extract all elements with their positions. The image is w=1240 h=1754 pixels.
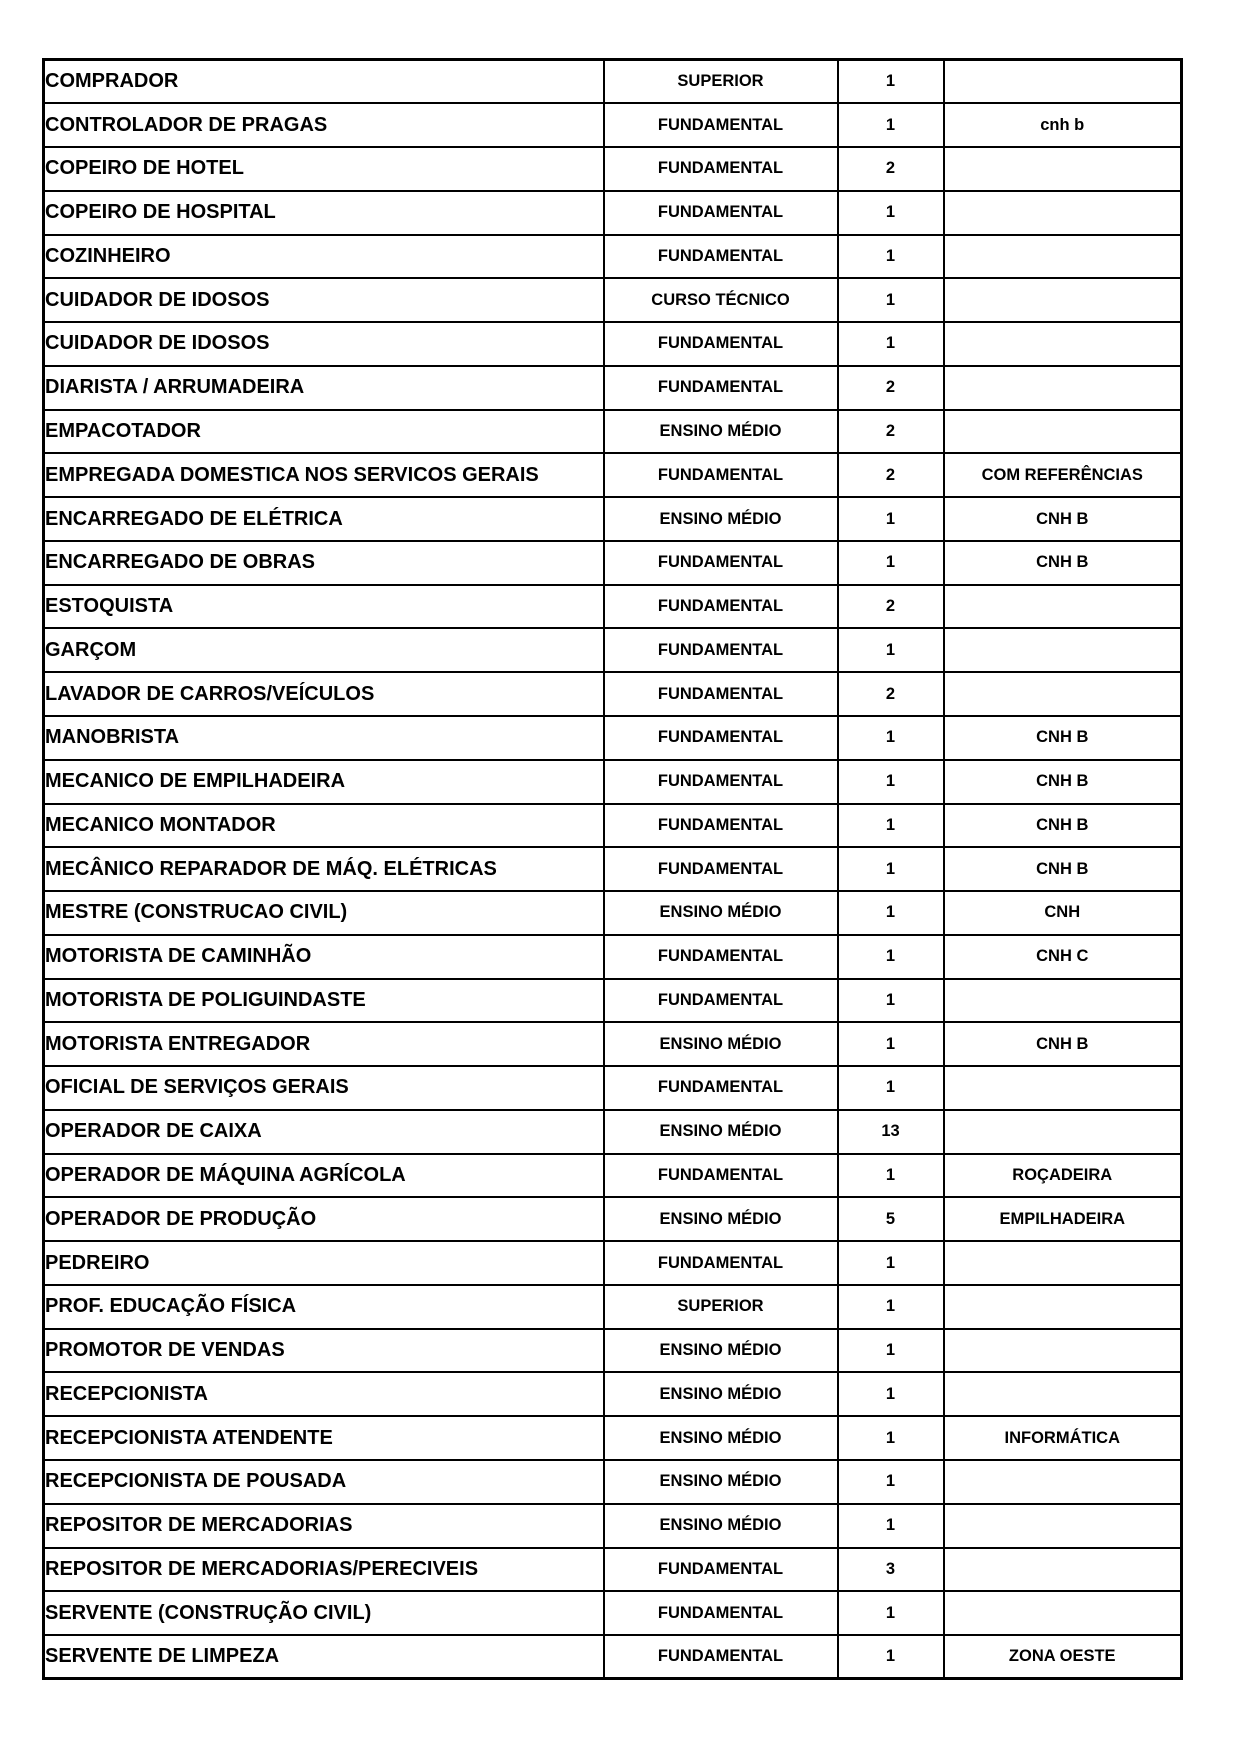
note-cell: ROÇADEIRA xyxy=(944,1154,1182,1198)
quantity-cell: 1 xyxy=(838,760,944,804)
education-cell: FUNDAMENTAL xyxy=(604,1066,838,1110)
quantity-cell: 1 xyxy=(838,1022,944,1066)
education-cell: FUNDAMENTAL xyxy=(604,847,838,891)
job-title-cell: OPERADOR DE CAIXA xyxy=(44,1110,604,1154)
job-title-cell: DIARISTA / ARRUMADEIRA xyxy=(44,366,604,410)
job-title-cell: CUIDADOR DE IDOSOS xyxy=(44,322,604,366)
education-cell: ENSINO MÉDIO xyxy=(604,1504,838,1548)
quantity-cell: 2 xyxy=(838,585,944,629)
table-row xyxy=(44,1329,1182,1373)
quantity-cell: 1 xyxy=(838,1241,944,1285)
job-title-cell: RECEPCIONISTA DE POUSADA xyxy=(44,1460,604,1504)
table-row xyxy=(44,1285,1182,1329)
table-row xyxy=(44,804,1182,848)
note-cell: CNH B xyxy=(944,1022,1182,1066)
job-title-cell: GARÇOM xyxy=(44,628,604,672)
education-cell: ENSINO MÉDIO xyxy=(604,1416,838,1460)
job-title-cell: PROF. EDUCAÇÃO FÍSICA xyxy=(44,1285,604,1329)
quantity-cell: 2 xyxy=(838,366,944,410)
table-row xyxy=(44,60,1182,104)
note-cell: CNH B xyxy=(944,847,1182,891)
job-title-cell: LAVADOR DE CARROS/VEÍCULOS xyxy=(44,672,604,716)
table-row xyxy=(44,191,1182,235)
education-cell: SUPERIOR xyxy=(604,1285,838,1329)
quantity-cell: 1 xyxy=(838,1066,944,1110)
job-vacancies-table xyxy=(42,58,1183,1680)
education-cell: FUNDAMENTAL xyxy=(604,716,838,760)
job-title-cell: ENCARREGADO DE ELÉTRICA xyxy=(44,497,604,541)
quantity-cell: 1 xyxy=(838,1285,944,1329)
quantity-cell: 2 xyxy=(838,410,944,454)
table-row xyxy=(44,628,1182,672)
education-cell: ENSINO MÉDIO xyxy=(604,1110,838,1154)
job-title-cell: OPERADOR DE MÁQUINA AGRÍCOLA xyxy=(44,1154,604,1198)
quantity-cell: 1 xyxy=(838,1591,944,1635)
quantity-cell: 1 xyxy=(838,891,944,935)
table-row xyxy=(44,935,1182,979)
table-row xyxy=(44,103,1182,147)
note-cell xyxy=(944,672,1182,716)
note-cell xyxy=(944,1372,1182,1416)
table-row xyxy=(44,1241,1182,1285)
quantity-cell: 1 xyxy=(838,1372,944,1416)
job-title-cell: OFICIAL DE SERVIÇOS GERAIS xyxy=(44,1066,604,1110)
table-row xyxy=(44,453,1182,497)
quantity-cell: 1 xyxy=(838,235,944,279)
note-cell: CNH B xyxy=(944,760,1182,804)
education-cell: SUPERIOR xyxy=(604,60,838,104)
education-cell: FUNDAMENTAL xyxy=(604,628,838,672)
table-row xyxy=(44,1460,1182,1504)
table-row xyxy=(44,1548,1182,1592)
note-cell xyxy=(944,1504,1182,1548)
education-cell: FUNDAMENTAL xyxy=(604,103,838,147)
note-cell: EMPILHADEIRA xyxy=(944,1197,1182,1241)
note-cell: CNH C xyxy=(944,935,1182,979)
education-cell: FUNDAMENTAL xyxy=(604,1241,838,1285)
job-title-cell: CONTROLADOR DE PRAGAS xyxy=(44,103,604,147)
education-cell: ENSINO MÉDIO xyxy=(604,1329,838,1373)
education-cell: FUNDAMENTAL xyxy=(604,1548,838,1592)
table-row xyxy=(44,1372,1182,1416)
education-cell: FUNDAMENTAL xyxy=(604,979,838,1023)
note-cell xyxy=(944,410,1182,454)
education-cell: FUNDAMENTAL xyxy=(604,191,838,235)
education-cell: FUNDAMENTAL xyxy=(604,322,838,366)
note-cell xyxy=(944,60,1182,104)
quantity-cell: 1 xyxy=(838,1416,944,1460)
job-title-cell: SERVENTE (CONSTRUÇÃO CIVIL) xyxy=(44,1591,604,1635)
education-cell: FUNDAMENTAL xyxy=(604,585,838,629)
job-title-cell: REPOSITOR DE MERCADORIAS xyxy=(44,1504,604,1548)
table-row xyxy=(44,1416,1182,1460)
table-row xyxy=(44,1197,1182,1241)
table-row xyxy=(44,541,1182,585)
job-title-cell: EMPACOTADOR xyxy=(44,410,604,454)
quantity-cell: 13 xyxy=(838,1110,944,1154)
quantity-cell: 1 xyxy=(838,628,944,672)
table-row xyxy=(44,1504,1182,1548)
quantity-cell: 1 xyxy=(838,103,944,147)
table-row xyxy=(44,1110,1182,1154)
table-row xyxy=(44,366,1182,410)
table-row xyxy=(44,760,1182,804)
note-cell xyxy=(944,366,1182,410)
table-row xyxy=(44,278,1182,322)
education-cell: ENSINO MÉDIO xyxy=(604,1372,838,1416)
note-cell xyxy=(944,1460,1182,1504)
job-title-cell: PROMOTOR DE VENDAS xyxy=(44,1329,604,1373)
job-title-cell: PEDREIRO xyxy=(44,1241,604,1285)
education-cell: FUNDAMENTAL xyxy=(604,1154,838,1198)
job-title-cell: MESTRE (CONSTRUCAO CIVIL) xyxy=(44,891,604,935)
quantity-cell: 1 xyxy=(838,716,944,760)
job-title-cell: ENCARREGADO DE OBRAS xyxy=(44,541,604,585)
quantity-cell: 5 xyxy=(838,1197,944,1241)
job-title-cell: COZINHEIRO xyxy=(44,235,604,279)
job-title-cell: CUIDADOR DE IDOSOS xyxy=(44,278,604,322)
quantity-cell: 1 xyxy=(838,847,944,891)
job-title-cell: MANOBRISTA xyxy=(44,716,604,760)
note-cell xyxy=(944,585,1182,629)
quantity-cell: 1 xyxy=(838,497,944,541)
note-cell xyxy=(944,1110,1182,1154)
note-cell xyxy=(944,191,1182,235)
education-cell: FUNDAMENTAL xyxy=(604,804,838,848)
table-row xyxy=(44,979,1182,1023)
quantity-cell: 3 xyxy=(838,1548,944,1592)
quantity-cell: 1 xyxy=(838,979,944,1023)
education-cell: FUNDAMENTAL xyxy=(604,760,838,804)
quantity-cell: 1 xyxy=(838,1154,944,1198)
job-title-cell: COMPRADOR xyxy=(44,60,604,104)
note-cell xyxy=(944,1241,1182,1285)
table-row xyxy=(44,235,1182,279)
education-cell: FUNDAMENTAL xyxy=(604,935,838,979)
note-cell xyxy=(944,278,1182,322)
note-cell xyxy=(944,1285,1182,1329)
quantity-cell: 1 xyxy=(838,191,944,235)
table-row xyxy=(44,1154,1182,1198)
education-cell: FUNDAMENTAL xyxy=(604,147,838,191)
table-row xyxy=(44,1066,1182,1110)
education-cell: FUNDAMENTAL xyxy=(604,672,838,716)
note-cell xyxy=(944,1548,1182,1592)
job-title-cell: COPEIRO DE HOSPITAL xyxy=(44,191,604,235)
job-title-cell: SERVENTE DE LIMPEZA xyxy=(44,1635,604,1679)
note-cell: CNH B xyxy=(944,716,1182,760)
education-cell: ENSINO MÉDIO xyxy=(604,1197,838,1241)
note-cell xyxy=(944,322,1182,366)
job-title-cell: OPERADOR DE PRODUÇÃO xyxy=(44,1197,604,1241)
note-cell: ZONA OESTE xyxy=(944,1635,1182,1679)
table-row xyxy=(44,1022,1182,1066)
note-cell xyxy=(944,1329,1182,1373)
quantity-cell: 1 xyxy=(838,804,944,848)
quantity-cell: 1 xyxy=(838,541,944,585)
note-cell xyxy=(944,1591,1182,1635)
quantity-cell: 1 xyxy=(838,1329,944,1373)
job-title-cell: REPOSITOR DE MERCADORIAS/PERECIVEIS xyxy=(44,1548,604,1592)
note-cell: CNH xyxy=(944,891,1182,935)
education-cell: ENSINO MÉDIO xyxy=(604,497,838,541)
education-cell: ENSINO MÉDIO xyxy=(604,1460,838,1504)
education-cell: FUNDAMENTAL xyxy=(604,453,838,497)
job-title-cell: MECANICO DE EMPILHADEIRA xyxy=(44,760,604,804)
note-cell xyxy=(944,147,1182,191)
note-cell: CNH B xyxy=(944,497,1182,541)
note-cell xyxy=(944,235,1182,279)
note-cell: cnh b xyxy=(944,103,1182,147)
job-title-cell: MECANICO MONTADOR xyxy=(44,804,604,848)
job-title-cell: MOTORISTA ENTREGADOR xyxy=(44,1022,604,1066)
note-cell: CNH B xyxy=(944,804,1182,848)
quantity-cell: 1 xyxy=(838,278,944,322)
quantity-cell: 2 xyxy=(838,672,944,716)
education-cell: FUNDAMENTAL xyxy=(604,235,838,279)
table-row xyxy=(44,147,1182,191)
table-row xyxy=(44,891,1182,935)
table-row xyxy=(44,410,1182,454)
education-cell: FUNDAMENTAL xyxy=(604,366,838,410)
job-title-cell: MOTORISTA DE POLIGUINDASTE xyxy=(44,979,604,1023)
quantity-cell: 1 xyxy=(838,1460,944,1504)
job-title-cell: RECEPCIONISTA xyxy=(44,1372,604,1416)
education-cell: CURSO TÉCNICO xyxy=(604,278,838,322)
quantity-cell: 1 xyxy=(838,1504,944,1548)
note-cell xyxy=(944,979,1182,1023)
table-row xyxy=(44,847,1182,891)
education-cell: ENSINO MÉDIO xyxy=(604,891,838,935)
education-cell: ENSINO MÉDIO xyxy=(604,410,838,454)
note-cell: COM REFERÊNCIAS xyxy=(944,453,1182,497)
job-title-cell: RECEPCIONISTA ATENDENTE xyxy=(44,1416,604,1460)
job-title-cell: MECÂNICO REPARADOR DE MÁQ. ELÉTRICAS xyxy=(44,847,604,891)
table-row xyxy=(44,322,1182,366)
quantity-cell: 1 xyxy=(838,322,944,366)
table-row xyxy=(44,716,1182,760)
note-cell xyxy=(944,628,1182,672)
table-row xyxy=(44,1591,1182,1635)
education-cell: FUNDAMENTAL xyxy=(604,541,838,585)
job-title-cell: EMPREGADA DOMESTICA NOS SERVICOS GERAIS xyxy=(44,453,604,497)
quantity-cell: 1 xyxy=(838,1635,944,1679)
table-row xyxy=(44,497,1182,541)
table-row xyxy=(44,1635,1182,1679)
quantity-cell: 2 xyxy=(838,453,944,497)
job-title-cell: MOTORISTA DE CAMINHÃO xyxy=(44,935,604,979)
job-title-cell: ESTOQUISTA xyxy=(44,585,604,629)
quantity-cell: 2 xyxy=(838,147,944,191)
education-cell: FUNDAMENTAL xyxy=(604,1591,838,1635)
quantity-cell: 1 xyxy=(838,60,944,104)
education-cell: ENSINO MÉDIO xyxy=(604,1022,838,1066)
job-title-cell: COPEIRO DE HOTEL xyxy=(44,147,604,191)
education-cell: FUNDAMENTAL xyxy=(604,1635,838,1679)
job-table-body xyxy=(44,60,1182,1679)
table-row xyxy=(44,585,1182,629)
note-cell: CNH B xyxy=(944,541,1182,585)
table-row xyxy=(44,672,1182,716)
note-cell xyxy=(944,1066,1182,1110)
quantity-cell: 1 xyxy=(838,935,944,979)
note-cell: INFORMÁTICA xyxy=(944,1416,1182,1460)
